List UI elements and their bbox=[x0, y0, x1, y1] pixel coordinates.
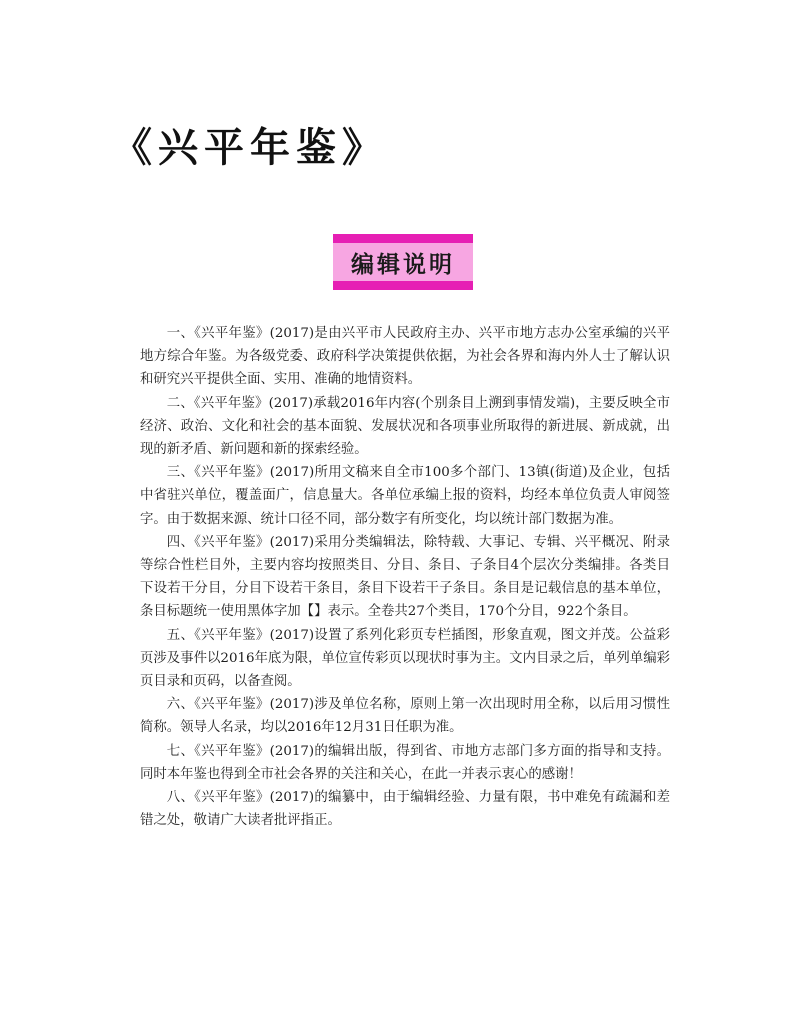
paragraph-3: 三、《兴平年鉴》(2017)所用文稿来自全市100多个部门、13镇(街道)及企业，包括中省驻兴单位，覆盖面广，信息量大。各单位承编上报的资料，均经本单位负责人审阅签字。由于数据来源、统计口径不同，部分数字有所变化，均以统计部门数据为准。 bbox=[140, 465, 670, 527]
paragraph-7: 七、《兴平年鉴》(2017)的编辑出版，得到省、市地方志部门多方面的指导和支持。同时本年鉴也得到全市社会各界的关注和关心，在此一并表示衷心的感谢！ bbox=[140, 743, 670, 782]
paragraph-4: 四、《兴平年鉴》(2017)采用分类编辑法，除特载、大事记、专辑、兴平概况、附录等综合性栏目外，主要内容均按照类目、分目、条目、子条目4个层次分类编排。各类目下设若干分目，分目下设若干条目，条目下设若干子条目。条目是记载信息的基本单位，条目标题统一使用黑体字加【】表示。全卷共27个类目，170个分目，922个条目。 bbox=[140, 534, 670, 620]
book-title: 《兴平年鉴》 bbox=[112, 124, 388, 171]
paragraph-1: 一、《兴平年鉴》(2017)是由兴平市人民政府主办、兴平市地方志办公室承编的兴平地方综合年鉴。为各级党委、政府科学决策提供依据，为社会各界和海内外人士了解认识和研究兴平提供全面、实用、准确的地情资料。 bbox=[140, 326, 670, 388]
paragraph-8: 八、《兴平年鉴》(2017)的编纂中，由于编辑经验、力量有限，书中难免有疏漏和差错之处，敬请广大读者批评指正。 bbox=[140, 790, 670, 829]
paragraph-6: 六、《兴平年鉴》(2017)涉及单位名称，原则上第一次出现时用全称，以后用习惯性简称。领导人名录，均以2016年12月31日任职为准。 bbox=[140, 697, 670, 736]
section-banner-inner bbox=[333, 243, 473, 281]
paragraph-2: 二、《兴平年鉴》(2017)承载2016年内容(个别条目上溯到事情发端)，主要反映全市经济、政治、文化和社会的基本面貌、发展状况和各项事业所取得的新进展、新成就，出现的新矛盾、新问题和新的探索经验。 bbox=[140, 395, 670, 458]
section-heading: 编辑说明 bbox=[351, 251, 455, 278]
section-banner bbox=[333, 234, 473, 290]
paragraph-5: 五、《兴平年鉴》(2017)设置了系列化彩页专栏插图，形象直观，图文并茂。公益彩页涉及事件以2016年底为限，单位宣传彩页以现状时事为主。文内目录之后，单列单编彩页目录和页码，以备查阅。 bbox=[140, 627, 670, 690]
editorial-notes-body bbox=[140, 322, 670, 832]
